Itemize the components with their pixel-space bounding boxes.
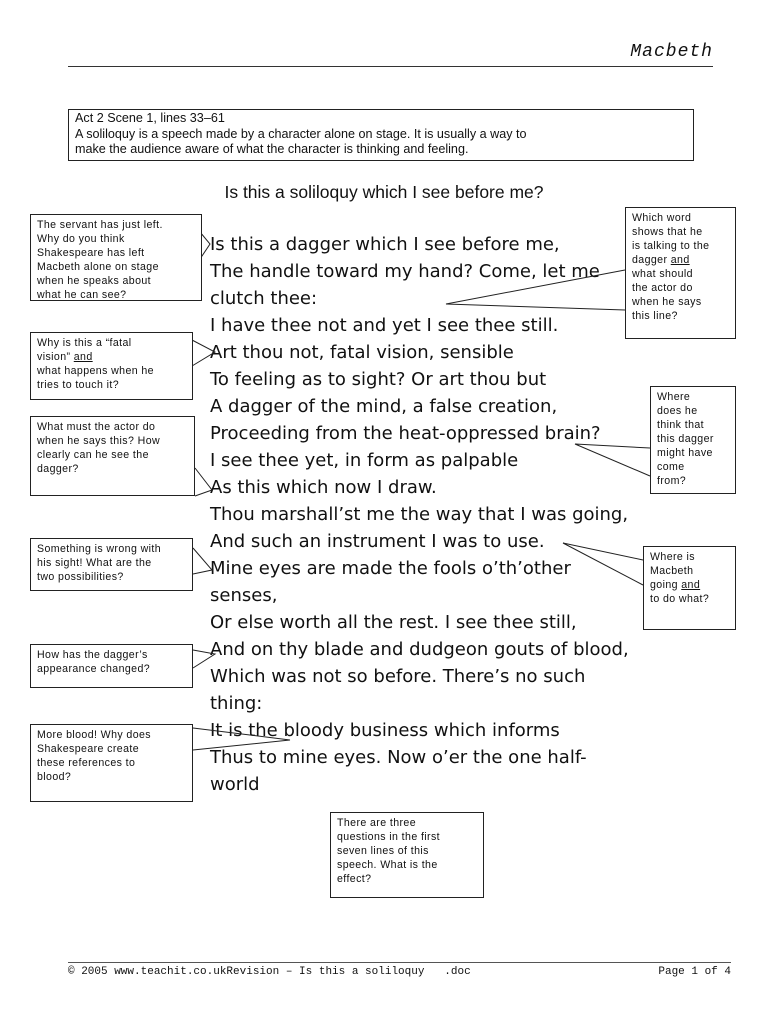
header-title: Macbeth [630, 42, 713, 62]
note-line: his sight! What are the [37, 557, 152, 569]
note-line: Why is this a “fatal [37, 337, 132, 349]
note-line: There are three [337, 817, 417, 829]
note-line: Something is wrong with [37, 543, 162, 555]
note-line: this line? [632, 310, 678, 322]
note-which-word [625, 207, 736, 339]
note-more-blood [30, 724, 193, 802]
intro-line-2: A soliloquy is a speech made by a character alone on stage. It is usually a way to [75, 126, 527, 141]
note-line: tries to touch it? [37, 379, 119, 391]
note-line: might have [657, 447, 713, 459]
speech-line: The handle toward my hand? Come, let me [210, 261, 600, 282]
note-line: Macbeth [650, 565, 694, 577]
speech-line: Proceeding from the heat-oppressed brain? [210, 423, 601, 444]
note-where-going [643, 546, 736, 630]
speech-line: Thus to mine eyes. Now o’er the one half- [210, 747, 587, 768]
note-line: Shakespeare has left [37, 247, 145, 259]
note-line: Why do you think [37, 233, 125, 245]
note-line: is talking to the [632, 240, 710, 252]
speech-line: Mine eyes are made the fools o’th’other [210, 558, 571, 579]
note-line: dagger? [37, 463, 79, 475]
note-line: from? [657, 475, 687, 487]
note-line: come [657, 461, 685, 473]
note-line: Where [657, 391, 691, 403]
speech-line: I see thee yet, in form as palpable [210, 450, 519, 471]
note-line: this dagger [657, 433, 714, 445]
speech-text [210, 231, 629, 798]
note-line: speech. What is the [337, 859, 438, 871]
speech-line: Is this a dagger which I see before me, [210, 234, 560, 255]
note-three-questions [330, 812, 484, 898]
note-line: Macbeth alone on stage [37, 261, 159, 273]
note-line: shows that he [632, 226, 703, 238]
speech-line: A dagger of the mind, a false creation, [210, 396, 558, 417]
note-line: think that [657, 419, 704, 431]
note-line: when he speaks about [37, 275, 152, 287]
note-line: the actor do [632, 282, 693, 294]
note-line: blood? [37, 771, 72, 783]
speech-line: Which was not so before. There’s no such [210, 666, 586, 687]
note-line: two possibilities? [37, 571, 124, 583]
note-line: these references to [37, 757, 136, 769]
speech-line: And on thy blade and dudgeon gouts of blood, [210, 639, 629, 660]
note-line: seven lines of this [337, 845, 429, 857]
note-line: to do what? [650, 593, 710, 605]
speech-line: To feeling as to sight? Or art thou but [210, 369, 547, 390]
note-line: clearly can he see the [37, 449, 149, 461]
page-heading: Is this a soliloquy which I see before me? [224, 182, 544, 202]
note-line: what should [632, 268, 693, 280]
note-where-from [650, 386, 736, 494]
note-line: What must the actor do [37, 421, 156, 433]
footer-rule [68, 962, 731, 963]
note-line [650, 578, 729, 592]
note-sight-wrong [30, 538, 193, 591]
note-line: does he [657, 405, 698, 417]
note-line: Which word [632, 212, 692, 224]
note-line: questions in the first [337, 831, 441, 843]
note-line: The servant has just left. [37, 219, 163, 231]
intro-line-1: Act 2 Scene 1, lines 33–61 [75, 111, 225, 125]
speech-line: And such an instrument I was to use. [210, 531, 545, 552]
footer-page-number: Page 1 of 4 [658, 966, 731, 978]
speech-line: Art thou not, fatal vision, sensible [210, 342, 514, 363]
note-actor [30, 416, 195, 496]
note-servant [30, 214, 202, 301]
note-line [632, 253, 729, 267]
note-line: More blood! Why does [37, 729, 151, 741]
intro-line-3: make the audience aware of what the character is thinking and feeling. [75, 142, 469, 156]
note-underlined-word: and [73, 351, 93, 363]
note-line: Where is [650, 551, 695, 563]
speech-line: thing: [210, 693, 263, 714]
speech-line: clutch thee: [210, 288, 318, 309]
note-line: Shakespeare create [37, 743, 140, 755]
intro-box [68, 109, 694, 161]
header-rule [68, 66, 713, 67]
note-line: How has the dagger’s [37, 649, 148, 661]
note-line: what he can see? [37, 289, 127, 301]
note-line: appearance changed? [37, 663, 151, 675]
speech-line: world [210, 774, 260, 795]
speech-line: As this which now I draw. [210, 477, 437, 498]
footer-copyright: © 2005 www.teachit.co.ukRevision – Is this a soliloquy .doc [68, 966, 471, 978]
note-line [37, 350, 186, 364]
note-line: effect? [337, 873, 372, 885]
speech-line: It is the bloody business which informs [210, 720, 560, 741]
note-line: when he says this? How [37, 435, 161, 447]
note-text: dagger [632, 254, 671, 266]
note-underlined-word: and [670, 254, 690, 266]
speech-line: I have thee not and yet I see thee still. [210, 315, 559, 336]
note-text: vision” [37, 351, 74, 363]
note-text: going [650, 579, 682, 591]
note-line: when he says [632, 296, 702, 308]
speech-line: Thou marshall’st me the way that I was going, [210, 504, 629, 525]
note-underlined-word: and [681, 579, 701, 591]
note-dagger-changed [30, 644, 193, 688]
speech-line: Or else worth all the rest. I see thee still, [210, 612, 577, 633]
speech-line: senses, [210, 585, 278, 606]
note-line: what happens when he [37, 365, 154, 377]
note-fatal-vision [30, 332, 193, 400]
